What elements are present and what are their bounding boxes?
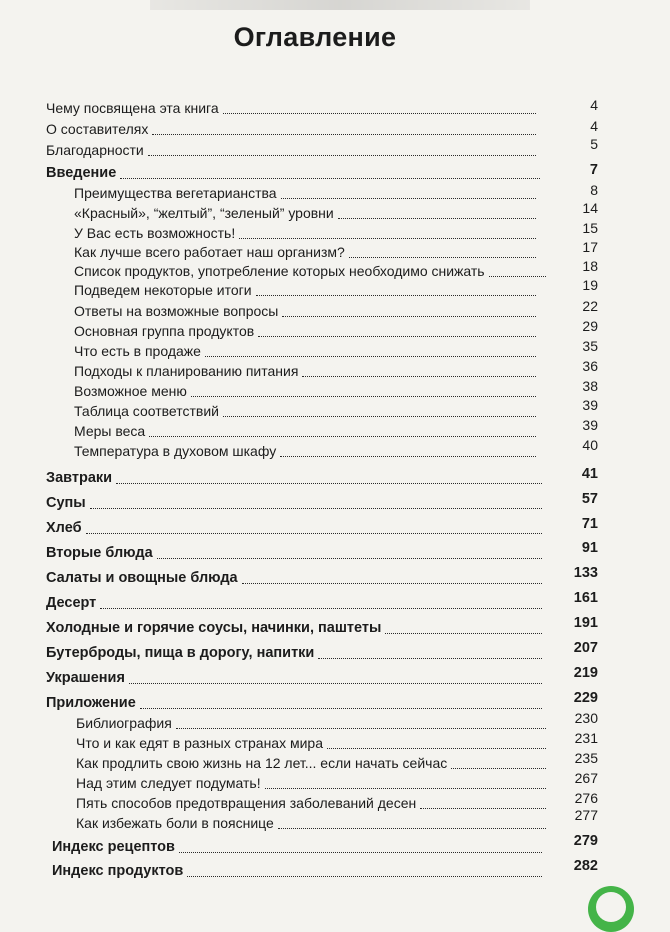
toc-subentry [74, 382, 540, 400]
dot-leader [157, 558, 542, 559]
dot-leader [258, 336, 536, 337]
toc-entry-label: Возможное меню [74, 383, 187, 399]
toc-section [46, 469, 546, 487]
dot-leader [100, 608, 542, 609]
toc-page-number: 231 [574, 730, 598, 746]
toc-entry-label: Благодарности [46, 142, 144, 158]
dot-leader [223, 113, 536, 114]
toc-subentry [76, 814, 550, 832]
toc-page-number: 219 [573, 665, 598, 681]
toc-page-number: 267 [574, 770, 598, 786]
toc-section-label: Индекс продуктов [52, 863, 184, 879]
toc-section [46, 694, 546, 712]
toc-entry-label: Как продлить свою жизнь на 12 лет... если начать сейчас [76, 755, 448, 771]
toc-entry-label: Над этим следует подумать! [76, 775, 261, 791]
toc-section-label: Завтраки [46, 470, 113, 486]
toc-entry-label: Что есть в продаже [74, 343, 201, 359]
toc-page-number: 4 [590, 97, 598, 113]
toc-section-label: Вторые блюда [46, 545, 153, 561]
toc-page-number: 230 [574, 710, 598, 726]
toc-entry [46, 99, 540, 117]
toc-subentry [74, 243, 540, 261]
toc-subentry [74, 224, 540, 242]
toc-entry-label: Температура в духовом шкафу [74, 443, 277, 459]
toc-section [46, 494, 546, 512]
dot-leader [205, 356, 536, 357]
toc-page-number: 22 [582, 298, 598, 314]
dot-leader [338, 218, 536, 219]
toc-section-label: Хлеб [46, 520, 82, 536]
toc-entry-label: Чему посвящена эта книга [46, 100, 219, 116]
toc-section [46, 164, 544, 182]
dot-leader [239, 238, 536, 239]
toc-subentry [76, 754, 550, 772]
dot-leader [140, 708, 542, 709]
toc-entry [46, 141, 540, 159]
green-circle-icon [588, 886, 634, 932]
toc-page-number: 279 [573, 833, 598, 849]
dot-leader [385, 633, 542, 634]
toc-section [46, 594, 546, 612]
toc-page-number: 35 [582, 338, 598, 354]
toc-entry-label: Меры веса [74, 423, 146, 439]
toc-page-number: 8 [590, 182, 598, 198]
dot-leader [281, 198, 536, 199]
toc-page-number: 277 [574, 807, 598, 823]
toc-subentry [76, 734, 550, 752]
toc-section [46, 644, 546, 662]
toc-page-number: 15 [582, 220, 598, 236]
dot-leader [318, 658, 542, 659]
toc-subentry [74, 342, 540, 360]
dot-leader [278, 828, 546, 829]
dot-leader [179, 852, 542, 853]
toc-subentry [74, 402, 540, 420]
dot-leader [302, 376, 536, 377]
toc-section [46, 519, 546, 537]
toc-section-label: Индекс рецептов [52, 839, 175, 855]
toc-page-number: 71 [581, 516, 598, 532]
bleed-through-shadow [150, 0, 530, 10]
toc-entry-label: Основная группа продуктов [74, 323, 255, 339]
dot-leader [349, 257, 536, 258]
toc-entry-label: Что и как едят в разных странах мира [76, 735, 323, 751]
dot-leader [420, 808, 546, 809]
toc-page-number: 14 [582, 200, 598, 216]
toc-entry-label: Пять способов предотвращения заболеваний десен [76, 795, 417, 811]
toc-page-number: 19 [582, 277, 598, 293]
toc-subentry [74, 262, 550, 280]
toc-page-number: 36 [582, 358, 598, 374]
dot-leader [86, 533, 542, 534]
dot-leader [282, 316, 536, 317]
toc-page-number: 57 [581, 491, 598, 507]
dot-leader [187, 876, 542, 877]
dot-leader [148, 155, 536, 156]
toc-page-number: 38 [582, 378, 598, 394]
toc-entry-label: «Красный», “желтый”, “зеленый” уровни [74, 205, 334, 221]
toc-section [46, 544, 546, 562]
toc-page-number: 7 [589, 162, 598, 178]
toc-entry-label: Подведем некоторые итоги [74, 282, 252, 298]
toc-subentry [74, 422, 540, 440]
toc-subentry [76, 714, 550, 732]
toc-subentry [74, 204, 540, 222]
toc-subentry [76, 774, 550, 792]
toc-subentry [76, 794, 550, 812]
dot-leader [242, 583, 542, 584]
dot-leader [223, 416, 536, 417]
toc-entry [46, 120, 540, 138]
toc-subentry [74, 281, 540, 299]
toc-entry-label: Как лучше всего работает наш организм? [74, 244, 345, 260]
toc-subentry [74, 362, 540, 380]
toc-section [46, 619, 546, 637]
toc-subentry [74, 442, 540, 460]
toc-section [52, 862, 546, 880]
toc-page-number: 40 [582, 437, 598, 453]
toc-entry-label: Как избежать боли в пояснице [76, 815, 274, 831]
toc-page-number: 191 [573, 615, 598, 631]
dot-leader [152, 134, 536, 135]
toc-page-number: 5 [590, 136, 598, 152]
toc-entry-label: О составителях [46, 121, 149, 137]
toc-page-number: 39 [582, 397, 598, 413]
toc-section [46, 669, 546, 687]
dot-leader [149, 436, 536, 437]
dot-leader [265, 788, 546, 789]
toc-section-label: Супы [46, 495, 86, 511]
toc-section-label: Бутерброды, пища в дорогу, напитки [46, 645, 315, 661]
toc-entry-label: Преимущества вегетарианства [74, 185, 277, 201]
toc-entry-label: Ответы на возможные вопросы [74, 303, 279, 319]
toc-entry-label: Список продуктов, употребление которых необходимо снижать [74, 263, 485, 279]
toc-section-label: Украшения [46, 670, 125, 686]
toc-subentry [74, 184, 540, 202]
page-title: Оглавление [233, 22, 397, 52]
toc-entry-label: Библиография [76, 715, 172, 731]
toc-page-number: 235 [574, 750, 598, 766]
toc-entry-label: Таблица соответствий [74, 403, 219, 419]
toc-page-number: 17 [582, 239, 598, 255]
dot-leader [191, 396, 536, 397]
dot-leader [256, 295, 536, 296]
dot-leader [90, 508, 542, 509]
toc-page-number: 91 [581, 540, 598, 556]
dot-leader [327, 748, 546, 749]
dot-leader [176, 728, 546, 729]
toc-entry-label: У Вас есть возможность! [74, 225, 236, 241]
toc-page-number: 18 [582, 258, 598, 274]
toc-section-label: Десерт [46, 595, 97, 611]
toc-page-number: 207 [573, 640, 598, 656]
dot-leader [451, 768, 546, 769]
toc-section [52, 838, 546, 856]
toc-page-number: 39 [582, 417, 598, 433]
toc-section-label: Введение [46, 165, 117, 181]
toc-section-label: Холодные и горячие соусы, начинки, паштеты [46, 620, 382, 636]
toc-page-number: 41 [581, 466, 598, 482]
dot-leader [489, 276, 546, 277]
toc-section-label: Приложение [46, 695, 136, 711]
toc-page-number: 161 [573, 590, 598, 606]
toc-page-number: 29 [582, 318, 598, 334]
toc-subentry [74, 302, 540, 320]
toc-page-number: 229 [573, 690, 598, 706]
toc-section-label: Салаты и овощные блюда [46, 570, 238, 586]
dot-leader [116, 483, 542, 484]
dot-leader [280, 456, 536, 457]
toc-subentry [74, 322, 540, 340]
toc-page-number: 276 [574, 790, 598, 806]
toc-page-number: 282 [573, 858, 598, 874]
toc-page-number: 133 [573, 565, 598, 581]
toc-section [46, 569, 546, 587]
dot-leader [129, 683, 542, 684]
toc-entry-label: Подходы к планированию питания [74, 363, 299, 379]
dot-leader [120, 178, 540, 179]
toc-page-number: 4 [590, 118, 598, 134]
